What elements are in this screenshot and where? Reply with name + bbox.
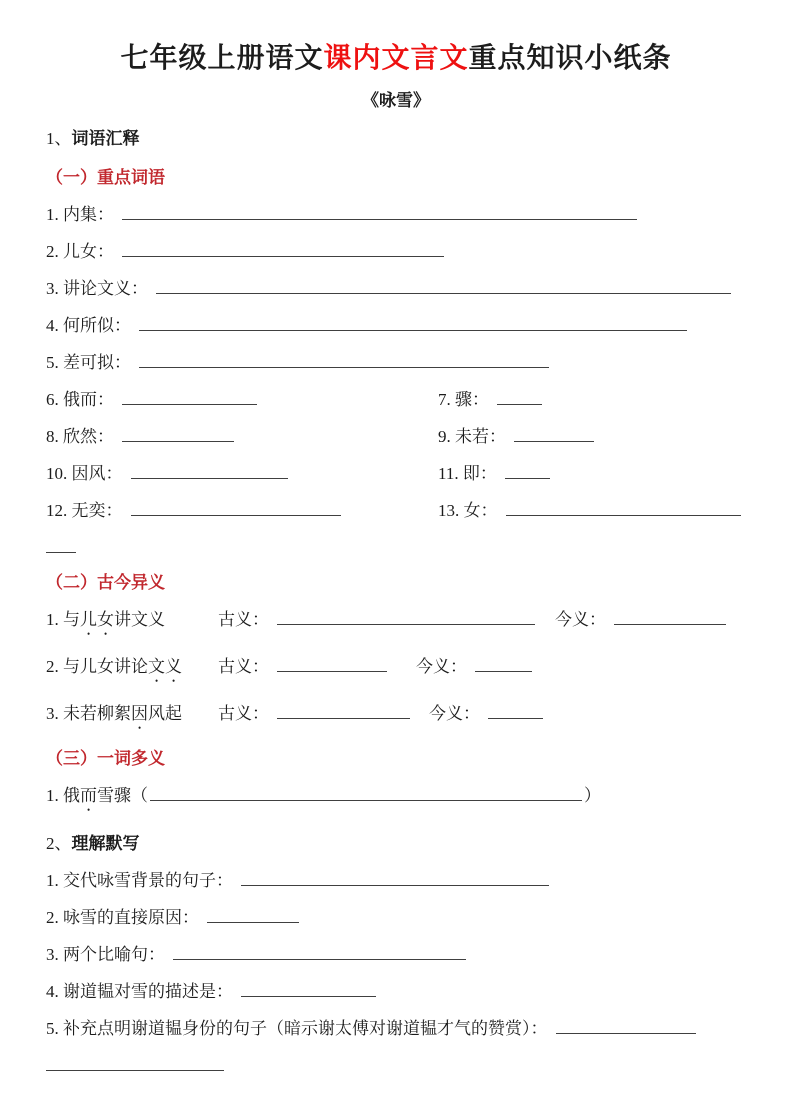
item-label: 12. 无奕： (46, 501, 123, 520)
blank-line (150, 786, 582, 801)
item-label: 10. 因风： (46, 464, 123, 483)
blank-line (207, 908, 299, 923)
blank-line (122, 390, 257, 405)
blank-line (46, 1056, 224, 1071)
phrase-pre: 1. 俄 (46, 786, 80, 805)
phrase-emphasized: 因 (131, 704, 148, 723)
blank-line (173, 945, 466, 960)
dictation-item (46, 1019, 746, 1038)
blank-line (277, 610, 535, 625)
item-label: 1. 内集： (46, 205, 114, 224)
vocab-item (46, 353, 746, 372)
blank-line (241, 871, 549, 886)
phrase-emphasized: 儿女 (80, 610, 114, 629)
phrase-post: 风起 (148, 704, 182, 723)
phrase (46, 657, 218, 686)
vocab-item (46, 390, 438, 409)
blank-line (46, 538, 76, 553)
item-label: 13. 女： (438, 501, 498, 520)
title-post: 重点知识小纸条 (468, 43, 672, 74)
blank-line (277, 657, 387, 672)
vocab-row (46, 390, 746, 409)
vocab-item (46, 316, 746, 335)
blank-line (277, 704, 410, 719)
blank-continuation-row (46, 538, 746, 557)
vocab-item (46, 464, 438, 483)
vocab-item (438, 464, 550, 483)
vocab-item (46, 205, 746, 224)
jin-label: 今义： (429, 704, 480, 723)
gu-jin-row (46, 657, 746, 686)
blank-line (131, 464, 288, 479)
blank-line (131, 501, 341, 516)
subsection-1-heading: （一）重点词语 (46, 168, 165, 187)
section-number: 1、 (46, 129, 72, 148)
gu-label: 古义： (218, 610, 269, 629)
phrase (46, 610, 218, 639)
subsection-3-heading: （三）一词多义 (46, 749, 165, 768)
subsection-2-heading: （二）古今异义 (46, 573, 165, 592)
blank-line (488, 704, 543, 719)
item-label: 4. 谢道韫对雪的描述是： (46, 982, 233, 1001)
jin-label: 今义： (555, 610, 606, 629)
gu-label: 古义： (218, 704, 269, 723)
title-pre: 七年级上册语文 (120, 43, 324, 74)
page-title (46, 40, 746, 78)
jin-label: 今义： (416, 657, 467, 676)
vocab-item (46, 427, 438, 446)
close-paren: ） (584, 786, 601, 805)
vocab-item (438, 390, 542, 409)
section-1-heading (46, 129, 746, 148)
item-label: 11. 即： (438, 464, 497, 483)
lesson-subtitle: 《咏雪》 (362, 91, 430, 110)
gu-jin-row (46, 704, 746, 733)
section-number: 2、 (46, 834, 72, 853)
phrase-pre: 2. 与儿女讲论 (46, 657, 148, 676)
blank-continuation-row (46, 1056, 746, 1075)
polysemy-row (46, 786, 746, 815)
vocab-item (438, 427, 594, 446)
item-label: 4. 何所似： (46, 316, 131, 335)
phrase-emphasized: 而 (80, 786, 97, 805)
section-title: 理解默写 (71, 834, 140, 853)
phrase-emphasized: 文义 (148, 657, 182, 676)
blank-line (241, 982, 376, 997)
item-label: 1. 交代咏雪背景的句子： (46, 871, 233, 890)
phrase-pre: 1. 与 (46, 610, 80, 629)
dictation-item (46, 871, 746, 890)
section-2-heading (46, 834, 746, 853)
item-label: 3. 两个比喻句： (46, 945, 165, 964)
title-highlight: 课内文言文 (323, 43, 469, 74)
phrase (46, 704, 218, 733)
item-label: 3. 讲论文义： (46, 279, 148, 298)
section-title: 词语汇释 (71, 129, 140, 148)
blank-line (156, 279, 731, 294)
vocab-row (46, 427, 746, 446)
open-paren: （ (131, 786, 148, 805)
blank-line (505, 464, 550, 479)
vocab-item (46, 279, 746, 298)
vocab-row (46, 501, 746, 520)
blank-line (122, 242, 444, 257)
blank-line (614, 610, 726, 625)
blank-line (122, 427, 234, 442)
item-label: 2. 咏雪的直接原因： (46, 908, 199, 927)
vocab-item (46, 242, 746, 261)
blank-line (514, 427, 594, 442)
dictation-item (46, 945, 746, 964)
dictation-item (46, 982, 746, 1001)
vocab-row (46, 464, 746, 483)
item-label: 5. 差可拟： (46, 353, 131, 372)
item-label: 2. 儿女： (46, 242, 114, 261)
item-label: 8. 欣然： (46, 427, 114, 446)
blank-line (475, 657, 532, 672)
blank-line (139, 353, 549, 368)
blank-line (122, 205, 637, 220)
gu-label: 古义： (218, 657, 269, 676)
blank-line (556, 1019, 696, 1034)
phrase-post: 雪骤 (97, 786, 131, 805)
item-label: 7. 骤： (438, 390, 489, 409)
item-label: 5. 补充点明谢道韫身份的句子（暗示谢太傅对谢道韫才气的赞赏）： (46, 1019, 548, 1038)
blank-line (497, 390, 542, 405)
item-label: 9. 未若： (438, 427, 506, 446)
dictation-item (46, 908, 746, 927)
item-label: 6. 俄而： (46, 390, 114, 409)
vocab-item (46, 501, 438, 520)
blank-line (139, 316, 687, 331)
gu-jin-row (46, 610, 746, 639)
blank-line (506, 501, 741, 516)
vocab-item (438, 501, 741, 520)
phrase-post: 讲文义 (114, 610, 165, 629)
phrase-pre: 3. 未若柳絮 (46, 704, 131, 723)
